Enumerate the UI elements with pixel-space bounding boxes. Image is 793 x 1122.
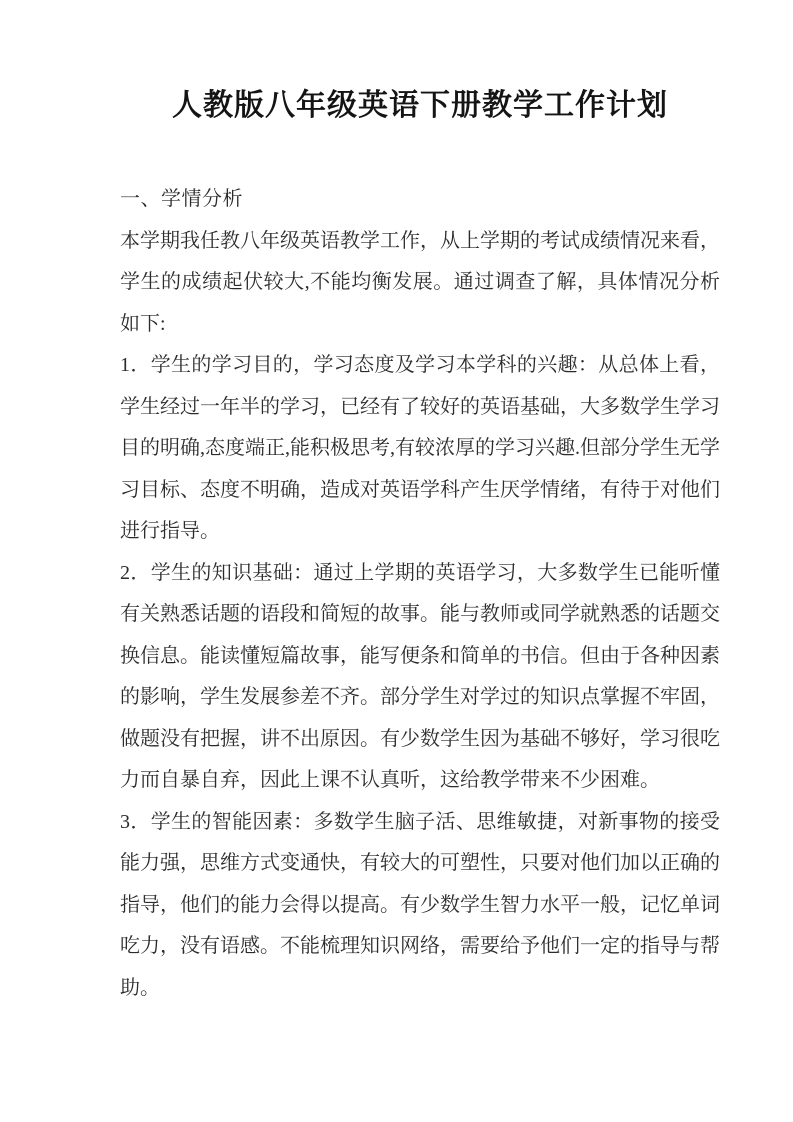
document-title: 人教版八年级英语下册教学工作计划 xyxy=(172,89,668,122)
document-body xyxy=(120,179,720,1009)
paragraph-intro: 本学期我任教八年级英语教学工作，从上学期的考试成绩情况来看，学生的成绩起伏较大,不能均衡发展。通过调查了解，具体情况分析如下: xyxy=(120,229,720,335)
paragraph-item-1: 1．学生的学习目的，学习态度及学习本学科的兴趣：从总体上看，学生经过一年半的学习，已经有了较好的英语基础，大多数学生学习目的明确,态度端正,能积极思考,有较浓厚的学习兴趣.但部分学生无学习目标、态度不明确，造成对英语学科产生厌学情绪，有待于对他们进行指导。 xyxy=(120,354,720,542)
paragraph-item-2: 2．学生的知识基础：通过上学期的英语学习，大多数学生已能听懂有关熟悉话题的语段和简短的故事。能与教师或同学就熟悉的话题交换信息。能读懂短篇故事，能写便条和简单的书信。但由于各种因素的影响，学生发展参差不齐。部分学生对学过的知识点掌握不牢固，做题没有把握，讲不出原因。有少数学生因为基础不够好，学习很吃力而自暴自弃，因此上课不认真听，这给教学带来不少困难。 xyxy=(120,561,720,791)
section-heading: 一、学情分析 xyxy=(120,188,243,210)
paragraph-item-3: 3．学生的智能因素：多数学生脑子活、思维敏捷，对新事物的接受能力强，思维方式变通快，有较大的可塑性，只要对他们加以正确的指导，他们的能力会得以提高。有少数学生智力水平一般，记忆单词吃力，没有语感。不能梳理知识网络，需要给予他们一定的指导与帮助。 xyxy=(120,810,720,999)
